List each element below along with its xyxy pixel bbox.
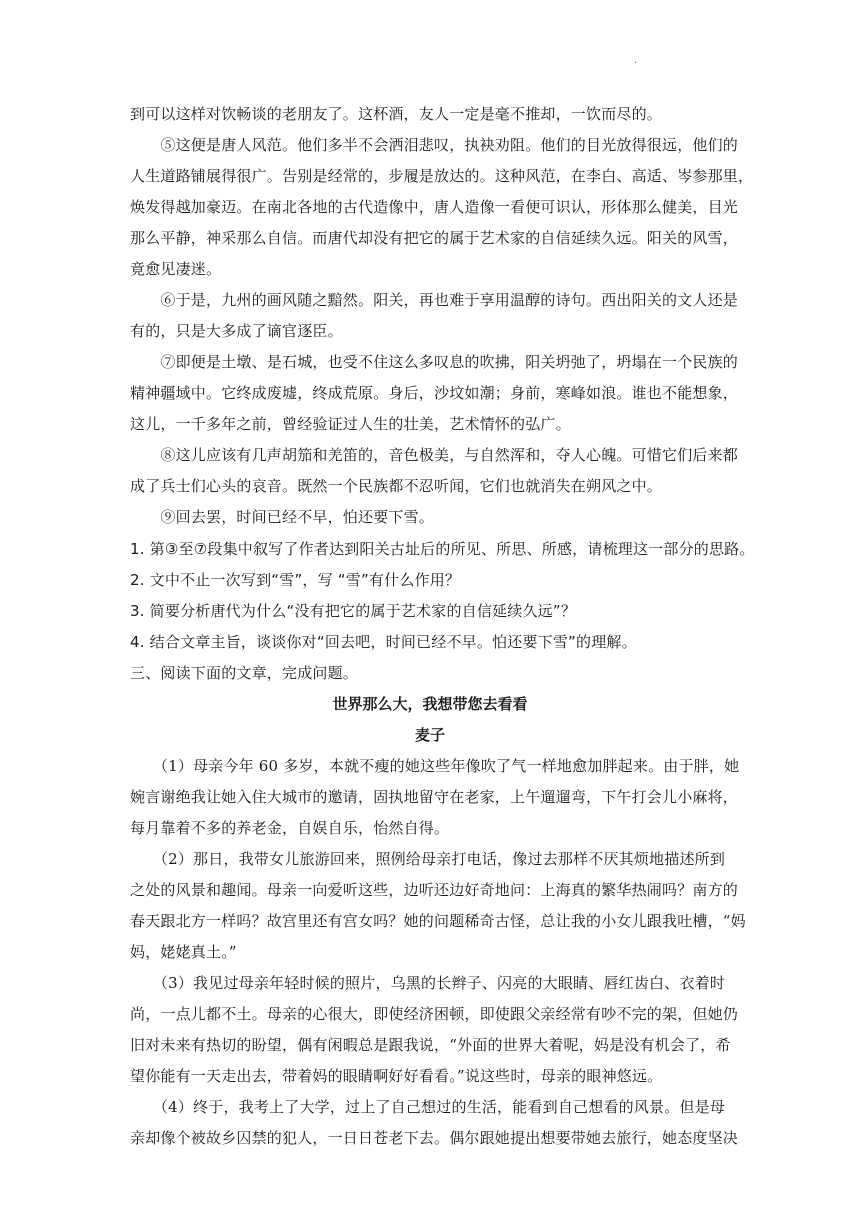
text-line: 精神疆域中。它终成废墟，终成荒原。身后，沙坟如潮；身前，寒峰如浪。谁也不能想象，	[130, 384, 739, 402]
text-line: 有的，只是大多成了谪官逐臣。	[130, 322, 343, 340]
text-line: 婉言谢绝我让她入住大城市的邀请，固执地留守在老家，上午遛遛弯，下午打会儿小麻将，	[130, 788, 739, 806]
text-line: （3）我见过母亲年轻时候的照片，乌黑的长辫子、闪亮的大眼睛、唇红齿白、衣着时	[130, 974, 726, 992]
text-line: 焕发得越加豪迈。在南北各地的古代造像中，唐人造像一看便可识认，形体那么健美，目光	[130, 198, 739, 216]
text-line: 竟愈见凄迷。	[130, 260, 222, 278]
article-title: 世界那么大，我想带您去看看	[332, 695, 528, 713]
question-item: 4. 结合文章主旨，谈谈你对“回去吧，时间已经不早。怕还要下雪”的理解。	[130, 633, 637, 651]
text-line: 到可以这样对饮畅谈的老朋友了。这杯酒，友人一定是毫不推却，一饮而尽的。	[130, 105, 663, 123]
header-mark: ·	[634, 58, 638, 69]
text-line: ⑨回去罢，时间已经不早，怕还要下雪。	[130, 508, 435, 526]
article-author: 麦子	[414, 726, 445, 744]
text-line: 亲却像个被故乡囚禁的犯人，一日日苍老下去。偶尔跟她提出想要带她去旅行，她态度坚决	[130, 1129, 739, 1147]
text-line: 之处的风景和趣闻。母亲一向爱听这些，边听还边好奇地问：上海真的繁华热闹吗？南方的	[130, 881, 739, 899]
question-item: 1. 第③至⑦段集中叙写了作者达到阳关古址后的所见、所思、所感，请梳理这一部分的思路。	[130, 540, 755, 558]
text-line: 春天跟北方一样吗？故宫里还有宫女吗？她的问题稀奇古怪，总让我的小女儿跟我吐槽，“妈	[130, 912, 746, 930]
text-line: ⑤这便是唐人风范。他们多半不会洒泪悲叹，执袂劝阻。他们的目光放得很远，他们的	[130, 136, 739, 154]
text-line: 这儿，一千多年之前，曾经验证过人生的壮美，艺术情怀的弘广。	[130, 415, 571, 433]
text-line: （2）那日，我带女儿旅游回来，照例给母亲打电话，像过去那样不厌其烦地描述所到	[130, 850, 726, 868]
text-line: ⑧这儿应该有几声胡笳和羌笛的，音色极美，与自然浑和，夺人心魄。可惜它们后来都	[130, 446, 739, 464]
text-line: ⑦即便是土墩、是石城，也受不住这么多叹息的吹拂，阳关坍弛了，坍塌在一个民族的	[130, 353, 739, 371]
text-line: 尚，一点儿都不土。母亲的心很大，即使经济困顿，即使跟父亲经常有吵不完的架，但她仍	[130, 1005, 739, 1023]
text-line: 妈，姥姥真土。”	[130, 943, 237, 961]
text-line: 旧对未来有热切的盼望，偶有闲暇总是跟我说，“外面的世界大着呢，妈是没有机会了，希	[130, 1036, 731, 1054]
text-line: 那么平静，神采那么自信。而唐代却没有把它的属于艺术家的自信延续久远。阳关的风雪，	[130, 229, 739, 247]
section-heading: 三、阅读下面的文章，完成问题。	[130, 664, 359, 682]
text-line: 人生道路铺展得很广。告别是经常的，步履是放达的。这种风范，在李白、高适、岑参那里，	[130, 167, 754, 185]
text-line: ⑥于是，九州的画风随之黯然。阳关，再也难于享用温醇的诗句。西出阳关的文人还是	[130, 291, 739, 309]
text-line: 成了兵士们心头的哀音。既然一个民族都不忍听闻，它们也就消失在朔风之中。	[130, 477, 663, 495]
text-line: （4）终于，我考上了大学，过上了自己想过的生活，能看到自己想看的风景。但是母	[130, 1098, 726, 1116]
question-item: 2. 文中不止一次写到“雪”，写 “雪”有什么作用？	[130, 571, 461, 589]
question-item: 3. 简要分析唐代为什么“没有把它的属于艺术家的自信延续久远”？	[130, 602, 577, 620]
text-line: 望你能有一天走出去，带着妈的眼睛啊好好看看。”说这些时，母亲的眼神悠远。	[130, 1067, 663, 1085]
text-line: （1）母亲今年 60 多岁，本就不瘦的她这些年像吹了气一样地愈加胖起来。由于胖，她	[130, 757, 740, 775]
text-line: 每月靠着不多的养老金，自娱自乐，怡然自得。	[130, 819, 450, 837]
